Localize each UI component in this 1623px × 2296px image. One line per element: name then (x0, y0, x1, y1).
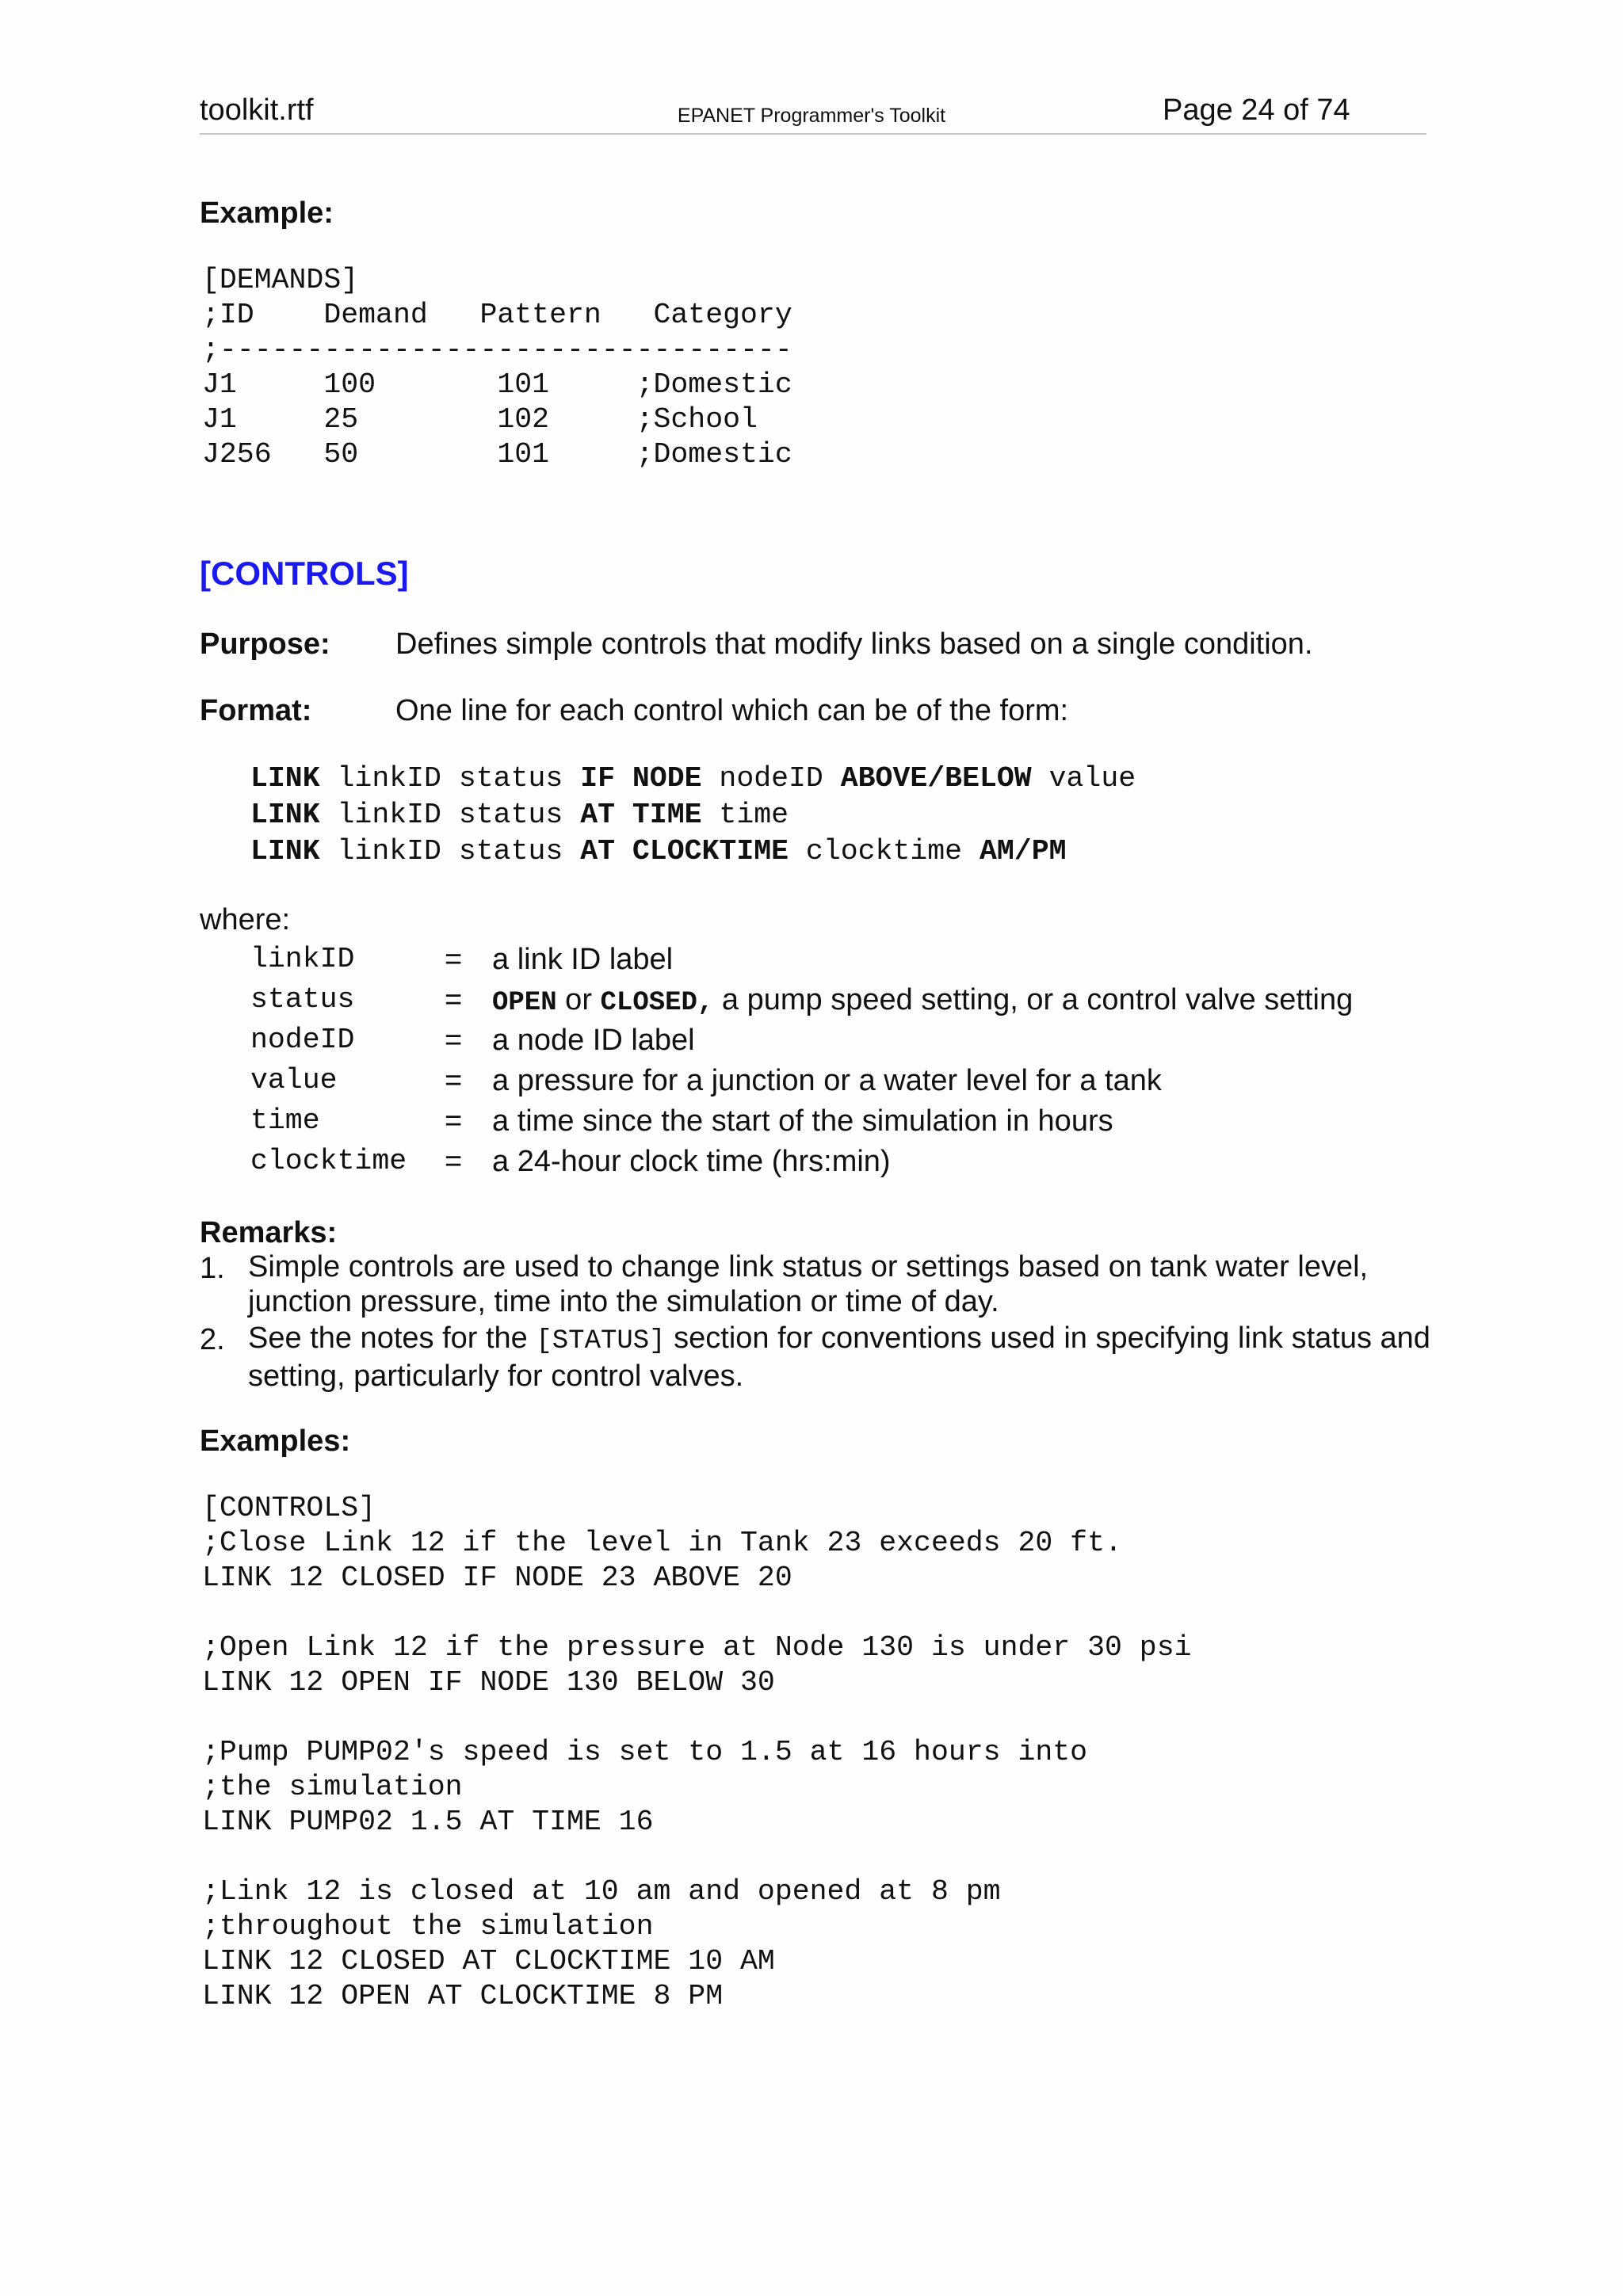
where-row (0, 1104, 1623, 1144)
controls-code-block: [CONTROLS] ;Close Link 12 if the level in Tank 23 exceeds 20 ft. LINK 12 CLOSED IF NODE 23 ABOVE 20 ;Open Link 12 if the pressure at Node 130 is under 30 psi LINK 12 OPEN IF NODE 130 BELOW 30 ;Pump PUMP02's speed is set to 1.5 at 16 hours into ;the simulation LINK PUMP02 1.5 AT TIME 16 ;Link 12 is closed at 10 am and opened at 8 pm ;throughout the simulation LINK 12 CLOSED AT CLOCKTIME 10 AM LINK 12 OPEN AT CLOCKTIME 8 PM (202, 1492, 1192, 2012)
where-key: value (250, 1064, 338, 1097)
where-desc: a pressure for a junction or a water level for a tank (492, 1064, 1162, 1097)
format-label: Format: (200, 694, 312, 727)
remark-number: 1. (200, 1252, 225, 1285)
where-label: where: (200, 903, 291, 936)
format-line: LINK linkID status AT TIME time (250, 799, 789, 831)
where-desc: a node ID label (492, 1024, 695, 1057)
demands-code-block: [DEMANDS] ;ID Demand Pattern Category ;--------------------------------- J1 100 101 ;Domestic J1 25 102 ;School J256 50 101 ;Domestic (202, 264, 792, 471)
header-rule (200, 133, 1426, 135)
where-desc: a 24-hour clock time (hrs:min) (492, 1145, 891, 1178)
where-desc: OPEN or CLOSED, a pump speed setting, or a control valve setting (492, 983, 1354, 1018)
remark-number: 2. (200, 1323, 225, 1356)
section-title: [CONTROLS] (200, 555, 409, 592)
where-equals: = (445, 1145, 463, 1178)
where-key: nodeID (250, 1024, 355, 1056)
where-key: clocktime (250, 1145, 407, 1177)
where-desc: a link ID label (492, 943, 674, 976)
purpose-text: Defines simple controls that modify links based on a single condition. (395, 627, 1313, 661)
header-title: EPANET Programmer's Toolkit (677, 105, 946, 127)
remark-text: See the notes for the [STATUS] section for conventions used in specifying link status and setting, particularly for control valves. (248, 1322, 1430, 1393)
where-equals: = (445, 983, 463, 1016)
where-key: linkID (250, 943, 355, 975)
format-line: LINK linkID status IF NODE nodeID ABOVE/BELOW value (250, 762, 1136, 795)
format-text: One line for each control which can be of the form: (395, 694, 1069, 727)
where-equals: = (445, 1104, 463, 1138)
where-key: time (250, 1104, 320, 1137)
examples-heading: Examples: (200, 1425, 351, 1458)
where-row (0, 1145, 1623, 1184)
format-line: LINK linkID status AT CLOCKTIME clocktime AM/PM (250, 835, 1067, 868)
where-row (0, 943, 1623, 982)
example-heading: Example: (200, 196, 334, 230)
where-equals: = (445, 1064, 463, 1097)
remark-text: Simple controls are used to change link status or settings based on tank water level, junction pressure, time into the simulation or time of day. (248, 1250, 1369, 1318)
header-page-number: Page 24 of 74 (1163, 93, 1350, 127)
remarks-label: Remarks: (200, 1216, 338, 1249)
where-row (0, 1064, 1623, 1104)
header-filename: toolkit.rtf (200, 93, 314, 127)
where-equals: = (445, 1024, 463, 1057)
where-desc: a time since the start of the simulation in hours (492, 1104, 1113, 1138)
where-equals: = (445, 943, 463, 976)
purpose-label: Purpose: (200, 627, 330, 661)
where-row (0, 983, 1623, 1023)
where-key: status (250, 983, 355, 1016)
where-row (0, 1024, 1623, 1063)
